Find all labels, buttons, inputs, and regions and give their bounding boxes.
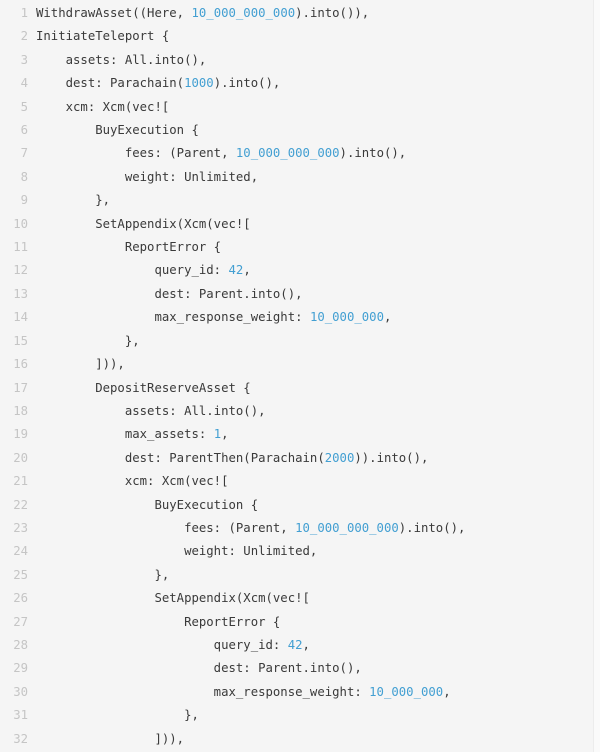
code-line <box>0 96 600 119</box>
code-segment: query_id: <box>36 263 229 278</box>
code-line <box>0 306 600 329</box>
line-number: 1 <box>20 6 28 20</box>
line-number: 27 <box>13 614 28 629</box>
code-segment: WithdrawAsset((Here, <box>36 6 192 20</box>
line-number: 22 <box>13 497 28 512</box>
code-text <box>36 96 169 119</box>
code-line <box>0 517 600 540</box>
code-line <box>0 377 600 400</box>
code-text <box>36 470 229 493</box>
code-line <box>0 25 600 48</box>
code-text <box>36 377 251 400</box>
code-segment: assets: All.into(), <box>36 52 207 67</box>
number-literal: 10_000_000_000 <box>191 6 296 20</box>
number-literal: 2000 <box>324 450 355 465</box>
code-line <box>0 49 600 72</box>
code-segment: DepositReserveAsset { <box>36 380 251 395</box>
code-text <box>36 119 199 142</box>
code-text <box>36 540 317 563</box>
code-text <box>36 728 184 751</box>
line-number: 20 <box>13 450 28 465</box>
code-line <box>0 681 600 704</box>
code-text <box>36 306 391 329</box>
line-number: 9 <box>20 193 28 208</box>
number-literal: 10_000_000_000 <box>235 146 340 161</box>
code-text <box>36 72 280 95</box>
number-literal: 10_000_000 <box>369 684 444 699</box>
line-number: 2 <box>20 29 28 44</box>
code-text <box>36 447 428 470</box>
code-segment: InitiateTeleport { <box>36 29 170 44</box>
line-number: 29 <box>13 661 28 676</box>
number-literal: 42 <box>287 637 303 652</box>
code-line <box>0 353 600 376</box>
line-number: 18 <box>13 403 28 418</box>
line-number: 3 <box>20 52 28 67</box>
code-segment: max_response_weight: <box>36 684 370 699</box>
code-line <box>0 400 600 423</box>
code-text <box>36 166 258 189</box>
code-segment: }, <box>36 333 140 348</box>
code-text <box>36 189 110 212</box>
code-text <box>36 213 251 236</box>
code-text <box>36 236 221 259</box>
code-segment: SetAppendix(Xcm(vec![ <box>36 216 251 231</box>
code-text <box>36 2 369 25</box>
code-segment: , <box>221 427 229 442</box>
code-line <box>0 657 600 680</box>
code-segment: BuyExecution { <box>36 497 259 512</box>
code-line <box>0 564 600 587</box>
code-text <box>36 611 280 634</box>
line-number: 15 <box>13 333 28 348</box>
line-number: 16 <box>13 357 28 372</box>
code-text <box>36 423 229 446</box>
number-literal: 1000 <box>184 76 214 91</box>
code-line <box>0 283 600 306</box>
code-segment: query_id: <box>36 637 288 652</box>
code-text <box>36 681 451 704</box>
line-number: 28 <box>13 637 28 652</box>
line-number: 8 <box>20 169 28 184</box>
code-text <box>36 142 406 165</box>
line-number: 26 <box>13 591 28 606</box>
line-number: 11 <box>13 240 28 255</box>
code-segment: }, <box>36 708 199 723</box>
code-segment: BuyExecution { <box>36 123 199 138</box>
code-line <box>0 142 600 165</box>
line-number: 21 <box>13 474 28 489</box>
number-literal: 42 <box>228 263 244 278</box>
line-number: 19 <box>13 427 28 442</box>
code-text <box>36 564 169 587</box>
code-segment: ).into(), <box>398 520 466 535</box>
code-line <box>0 119 600 142</box>
code-segment: dest: Parent.into(), <box>36 661 362 676</box>
line-number: 6 <box>20 123 28 138</box>
code-segment: fees: (Parent, <box>36 146 236 161</box>
code-line <box>0 704 600 727</box>
code-text <box>36 704 199 727</box>
line-number: 7 <box>20 146 28 161</box>
code-segment: dest: Parachain( <box>36 76 185 91</box>
code-segment: SetAppendix(Xcm(vec![ <box>36 591 310 606</box>
line-number: 12 <box>13 263 28 278</box>
code-segment: dest: Parent.into(), <box>36 286 303 301</box>
code-text <box>36 353 125 376</box>
code-segment: xcm: Xcm(vec![ <box>36 99 170 114</box>
line-number: 13 <box>13 286 28 301</box>
code-line <box>0 213 600 236</box>
code-segment: }, <box>36 567 170 582</box>
code-line <box>0 259 600 282</box>
number-literal: 10_000_000_000 <box>295 520 399 535</box>
code-segment: ).into(), <box>339 146 407 161</box>
code-line <box>0 728 600 751</box>
code-segment: weight: Unlimited, <box>36 169 259 184</box>
line-number: 17 <box>13 380 28 395</box>
code-text <box>36 283 303 306</box>
code-text <box>36 517 465 540</box>
code-segment: , <box>383 310 392 325</box>
code-line <box>0 166 600 189</box>
code-segment: , <box>302 637 310 652</box>
code-text <box>36 400 266 423</box>
code-line <box>0 189 600 212</box>
code-segment: ])), <box>36 357 125 372</box>
code-lines <box>0 2 600 751</box>
line-number: 32 <box>13 731 28 746</box>
line-number: 14 <box>13 310 28 325</box>
code-segment: xcm: Xcm(vec![ <box>36 474 229 489</box>
code-segment: }, <box>36 193 111 208</box>
line-number: 5 <box>20 99 28 114</box>
line-number: 25 <box>13 567 28 582</box>
code-text <box>36 25 169 48</box>
code-segment: ReportError { <box>36 614 281 629</box>
code-segment: max_assets: <box>36 427 214 442</box>
code-line <box>0 447 600 470</box>
code-segment: , <box>443 684 451 699</box>
code-text <box>36 657 362 680</box>
line-number: 4 <box>20 76 28 91</box>
code-text <box>36 494 258 517</box>
code-text <box>36 587 310 610</box>
code-line <box>0 634 600 657</box>
code-line <box>0 423 600 446</box>
line-number: 31 <box>13 708 28 723</box>
code-segment: ReportError { <box>36 240 222 255</box>
code-segment: dest: ParentThen(Parachain( <box>36 450 325 465</box>
code-segment: max_response_weight: <box>36 310 310 325</box>
code-text <box>36 259 251 282</box>
code-text <box>36 330 140 353</box>
code-text <box>36 634 310 657</box>
code-line <box>0 611 600 634</box>
code-line <box>0 2 600 25</box>
code-line <box>0 236 600 259</box>
code-segment: assets: All.into(), <box>36 403 266 418</box>
code-segment: , <box>243 263 251 278</box>
line-number: 23 <box>13 520 28 535</box>
code-line <box>0 470 600 493</box>
code-segment: ).into()), <box>295 6 370 20</box>
code-segment: )).into(), <box>354 450 429 465</box>
line-number: 24 <box>13 544 28 559</box>
code-line <box>0 540 600 563</box>
code-text <box>36 49 206 72</box>
code-line <box>0 72 600 95</box>
code-line <box>0 330 600 353</box>
number-literal: 10_000_000 <box>309 310 384 325</box>
code-segment: fees: (Parent, <box>36 520 296 535</box>
code-line <box>0 494 600 517</box>
code-segment: weight: Unlimited, <box>36 544 318 559</box>
scrollbar-track[interactable] <box>593 0 600 752</box>
code-segment: ).into(), <box>213 76 281 91</box>
code-line <box>0 587 600 610</box>
line-number: 10 <box>13 216 28 231</box>
line-number: 30 <box>13 684 28 699</box>
number-literal: 1 <box>213 427 222 442</box>
code-segment: ])), <box>36 731 185 746</box>
